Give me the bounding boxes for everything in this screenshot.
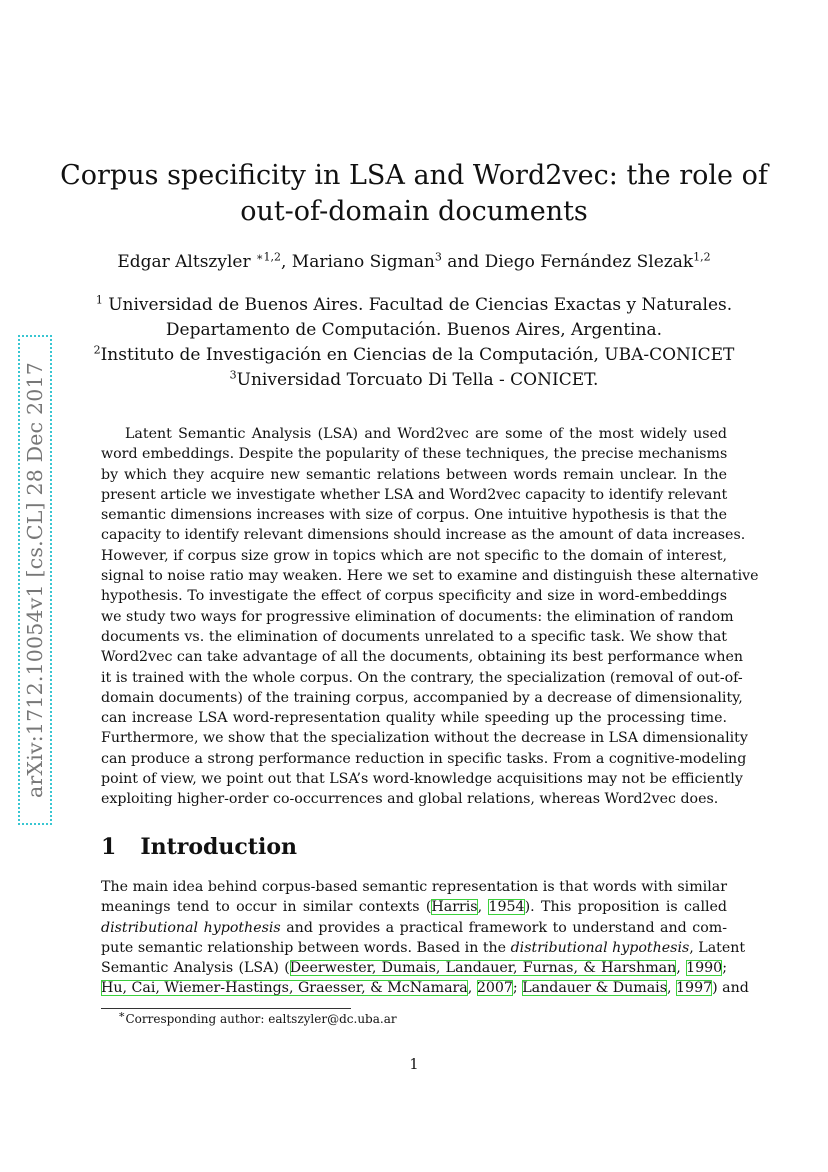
title-line-2: out-of-domain documents [240,196,588,227]
abstract-line: domain documents) of the training corpus, accompanied by a decrease of dimensionality, [101,689,743,706]
citation-link-hu-year[interactable]: 2007 [476,980,513,997]
affiliation-1-line-1 [0,293,828,318]
intro-text: ) and [712,980,749,997]
section-title: Introduction [140,834,297,860]
affiliation-2 [0,343,828,368]
author-2-affiliation-mark: 3 [434,250,442,264]
intro-text: ; [722,960,727,977]
citation-link-deerwester[interactable]: Deerwester, Dumais, Landauer, Furnas, & Harshman [289,960,677,977]
affiliation-1-mark: 1 [95,293,103,307]
footnote-text: Corresponding author: ealtszyler@dc.uba.ar [125,1012,397,1026]
intro-text: , [467,980,477,997]
intro-text: ; [512,980,523,997]
abstract-line: word embeddings. Despite the popularity of these techniques, the precise mechanisms [101,446,728,463]
author-3-name: and Diego Fernández Slezak [441,252,694,272]
abstract-line: Latent Semantic Analysis (LSA) and Word2vec are some of the most widely used [125,426,727,442]
affiliation-2-mark: 2 [93,343,101,357]
abstract-line: Furthermore, we show that the specialization without the decrease in LSA dimensionality [101,730,748,747]
intro-text: , [666,980,677,997]
emphasis-distributional-hypothesis: distributional hypothesis [101,919,281,936]
citation-link-deerwester-year[interactable]: 1990 [686,960,723,977]
intro-text: and provides a practical framework to understand and com- [280,919,727,936]
intro-line-6 [101,978,749,998]
author-1-affiliation-mark: ∗1,2 [256,250,281,264]
abstract-line: by which they acquire new semantic relations between words remain unclear. In the [101,466,727,483]
abstract-line: documents vs. the elimination of documents unrelated to a specific task. We show that [101,628,727,645]
footnote [118,1008,397,1026]
abstract-line: semantic dimensions increases with size of corpus. One intuitive hypothesis is that the [101,507,727,524]
author-3-affiliation-mark: 1,2 [693,250,711,264]
author-2-name: , Mariano Sigman [281,252,435,272]
affiliation-2-text: Instituto de Investigación en Ciencias de la Computación, UBA-CONICET [100,345,735,365]
affiliation-3 [0,368,828,393]
paper-title [0,158,828,230]
author-list [0,250,828,274]
footnote-rule [101,1008,351,1009]
title-line-1: Corpus specificity in LSA and Word2vec: the role of [60,160,768,191]
intro-text: , [676,960,687,977]
arxiv-identifier[interactable]: arXiv:1712.10054v1 [cs.CL] 28 Dec 2017 [23,362,47,798]
author-1-name: Edgar Altszyler [117,252,257,272]
citation-link-landauer-year[interactable]: 1997 [676,980,713,997]
abstract-line: capacity to identify relevant dimensions should increase as the amount of data increases. [101,527,746,544]
intro-text: Semantic Analysis (LSA) ( [101,960,290,977]
abstract-line: signal to noise ratio may weaken. Here we set to examine and distinguish these alternative [101,568,759,585]
citation-link-harris-year[interactable]: 1954 [488,899,525,916]
abstract [101,424,759,810]
affiliation-3-mark: 3 [229,368,237,382]
abstract-line: present article we investigate whether LSA and Word2vec capacity to identify relevant [101,486,728,503]
abstract-line: hypothesis. To investigate the effect of corpus specificity and size in word-embeddings [101,588,727,605]
intro-line-3 [101,918,727,938]
section-heading [101,834,297,860]
footnote-mark: ∗ [118,1008,126,1021]
citation-link-hu[interactable]: Hu, Cai, Wiemer-Hastings, Graesser, & McNamara [101,980,468,997]
affiliation-1-line-2: Departamento de Computación. Buenos Aires, Argentina. [165,320,663,340]
abstract-line: can produce a strong performance reduction in specific tasks. From a cognitive-modeling [101,750,747,767]
abstract-line: However, if corpus size grow in topics which are not specific to the domain of interest, [101,547,727,564]
abstract-line: exploiting higher-order co-occurrences and global relations, whereas Word2vec does. [101,791,719,808]
affiliation-1-text: Universidad de Buenos Aires. Facultad de Ciencias Exactas y Naturales. [102,295,733,315]
intro-text: , [477,899,489,916]
intro-text: ). This proposition is called [524,899,727,916]
intro-line-1: The main idea behind corpus-based semantic representation is that words with similar [101,879,727,895]
introduction-paragraph [101,877,749,999]
abstract-line: we study two ways for progressive elimination of documents: the elimination of random [101,608,734,625]
page-number: 1 [409,1057,419,1073]
emphasis-distributional-hypothesis: distributional hypothesis [510,939,690,956]
abstract-line: can increase LSA word-representation quality while speeding up the processing time. [101,710,727,727]
intro-line-5 [101,958,727,978]
abstract-line: point of view, we point out that LSA’s word-knowledge acquisitions may not be efficiently [101,771,743,788]
intro-text: pute semantic relationship between words. Based in the [101,939,511,956]
intro-text: , Latent [689,939,746,956]
section-number: 1 [101,834,117,860]
abstract-line: Word2vec can take advantage of all the documents, obtaining its best performance when [101,649,743,666]
affiliations [0,293,828,393]
affiliation-3-text: Universidad Torcuato Di Tella - CONICET. [236,370,599,390]
citation-link-harris[interactable]: Harris [431,899,478,916]
abstract-line: it is trained with the whole corpus. On the contrary, the specialization (removal of out-of- [101,669,743,686]
intro-text: meanings tend to occur in similar contexts ( [101,899,432,916]
intro-line-4 [101,938,746,958]
citation-link-landauer[interactable]: Landauer & Dumais [522,980,667,997]
intro-line-2 [101,897,727,917]
